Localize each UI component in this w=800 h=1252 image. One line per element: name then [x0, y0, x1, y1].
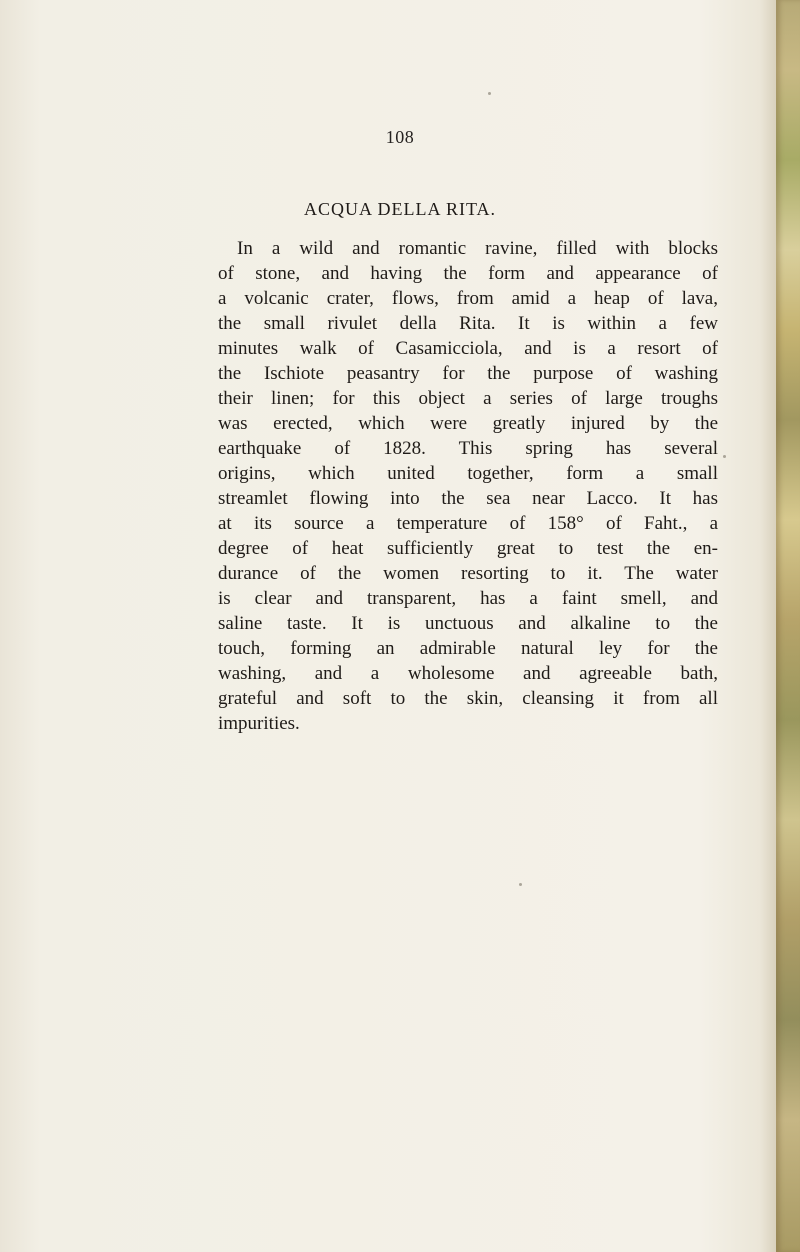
text-line: a volcanic crater, flows, from amid a heap of lava,	[218, 288, 718, 309]
text-line: degree of heat sufficiently great to test the en-	[218, 538, 718, 559]
paper-speck	[519, 883, 522, 886]
text-line: grateful and soft to the skin, cleansing it from all	[218, 688, 718, 709]
text-line: earthquake of 1828. This spring has several	[218, 438, 718, 459]
text-line: streamlet flowing into the sea near Lacco. It has	[218, 488, 718, 509]
text-line: of stone, and having the form and appearance of	[218, 263, 718, 284]
text-line: touch, forming an admirable natural ley for the	[218, 638, 718, 659]
text-line: durance of the women resorting to it. The water	[218, 563, 718, 584]
text-line: In a wild and romantic ravine, filled with blocks	[237, 238, 718, 259]
text-line: the Ischiote peasantry for the purpose of washing	[218, 363, 718, 384]
page-number: 108	[385, 127, 415, 147]
section-heading: ACQUA DELLA RITA.	[303, 199, 497, 219]
paper-speck	[723, 455, 726, 458]
text-line: is clear and transparent, has a faint smell, and	[218, 588, 718, 609]
paper-speck	[488, 92, 491, 95]
text-line: the small rivulet della Rita. It is within a few	[218, 313, 718, 334]
text-line: washing, and a wholesome and agreeable bath,	[218, 663, 718, 684]
text-line: was erected, which were greatly injured by the	[218, 413, 718, 434]
text-line: at its source a temperature of 158° of Faht., a	[218, 513, 718, 534]
text-line: saline taste. It is unctuous and alkaline to the	[218, 613, 718, 634]
text-line: impurities.	[218, 713, 300, 734]
text-line: their linen; for this object a series of large troughs	[218, 388, 718, 409]
text-line: minutes walk of Casamicciola, and is a resort of	[218, 338, 718, 359]
body-paragraph	[218, 236, 718, 736]
page-edge	[776, 0, 800, 1252]
text-line: origins, which united together, form a small	[218, 463, 718, 484]
